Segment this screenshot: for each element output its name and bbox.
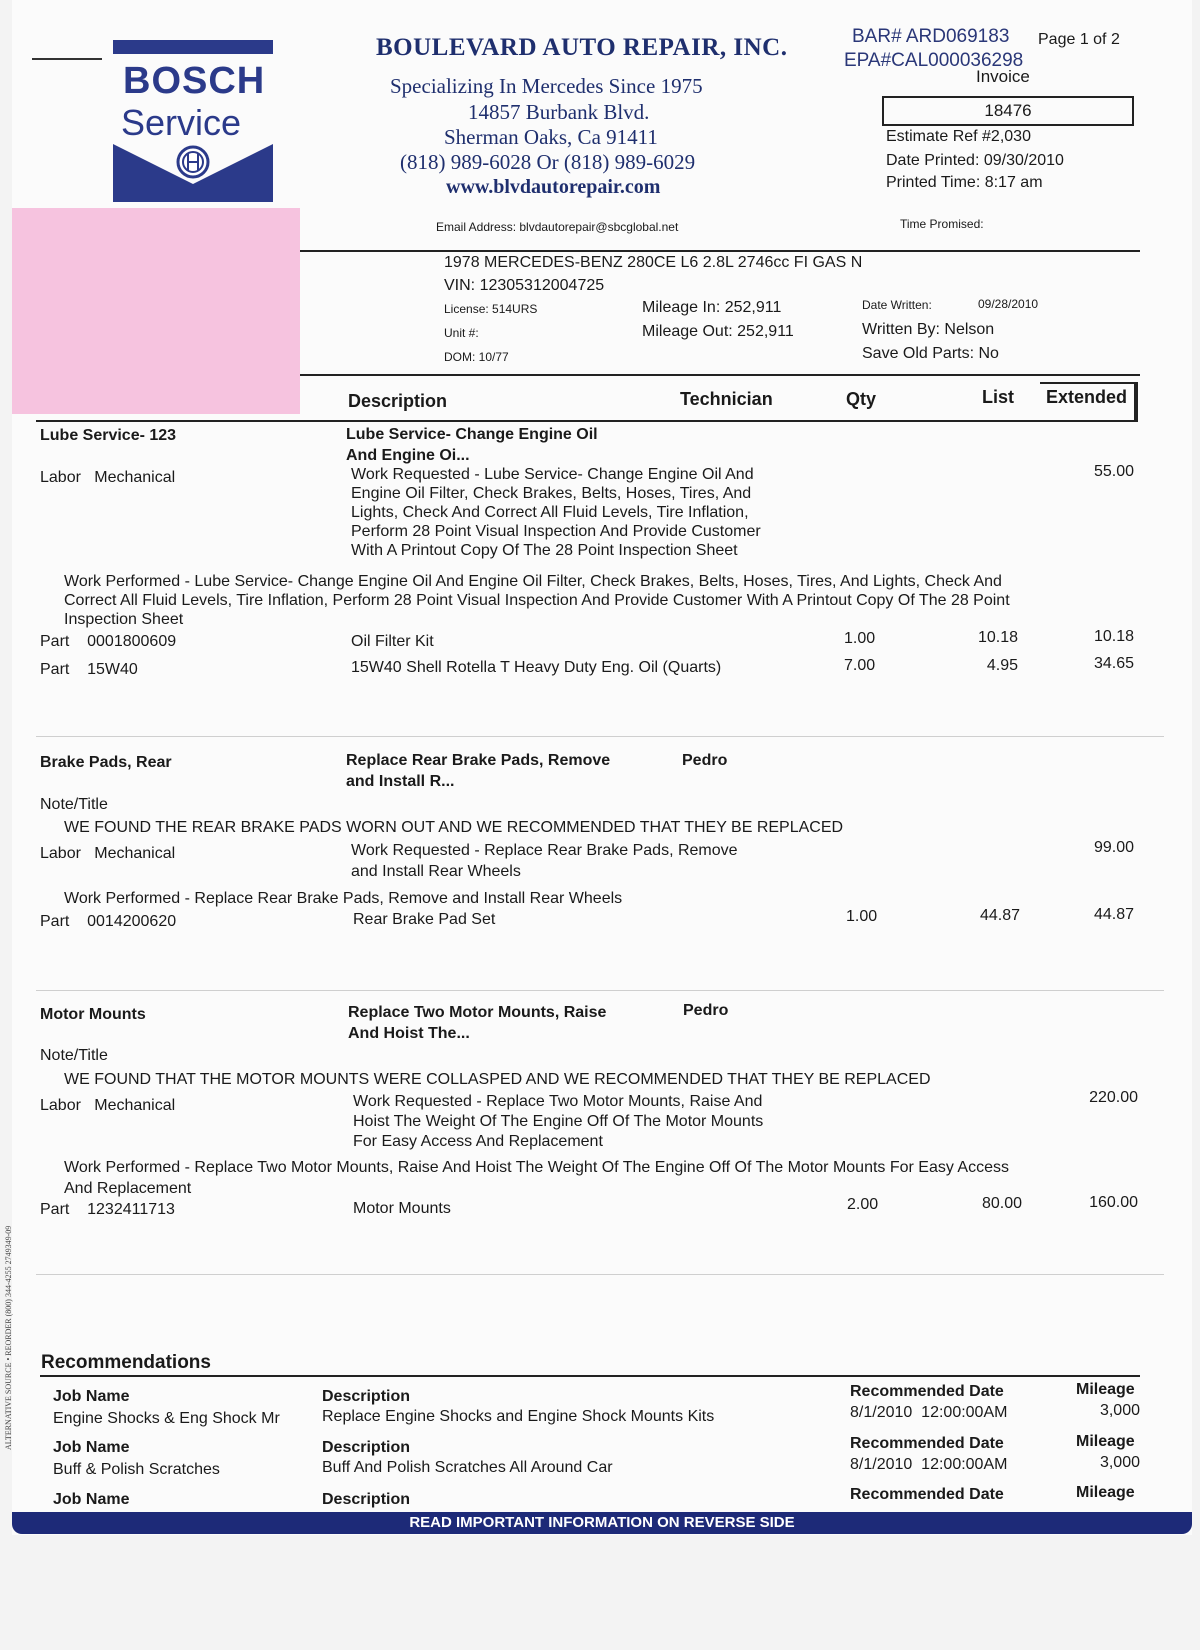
- logo-bosch-text: BOSCH: [123, 60, 266, 102]
- part-label: Part 0014200620: [40, 913, 177, 930]
- logo-left-rule: [32, 58, 102, 60]
- rec-job-label: Job Name: [53, 1439, 130, 1456]
- note-text: WE FOUND THAT THE MOTOR MOUNTS WERE COLLASPED AND WE RECOMMENDED THAT THEY BE REPLACED: [64, 1071, 931, 1088]
- invoice-label: Invoice: [976, 67, 1030, 86]
- website-link[interactable]: www.blvdautorepair.com: [446, 176, 661, 198]
- part-list: 10.18: [977, 629, 1018, 646]
- recommendations-title: Recommendations: [41, 1352, 211, 1373]
- bar-number: BAR# ARD069183: [852, 26, 1010, 47]
- date-written: 09/28/2010: [978, 297, 1039, 311]
- part-list: 4.95: [986, 657, 1018, 674]
- part-extended: 34.65: [1093, 655, 1134, 672]
- part-extended: 10.18: [1093, 628, 1134, 645]
- address-line1: 14857 Burbank Blvd.: [468, 100, 650, 124]
- work-performed-line: Work Performed - Replace Rear Brake Pads, Remove and Install Rear Wheels: [64, 890, 623, 907]
- part-label: Part 15W40: [40, 661, 138, 678]
- part-desc: 15W40 Shell Rotella T Heavy Duty Eng. Oil (Quarts): [351, 659, 722, 676]
- labor-text-line: Work Requested - Replace Rear Brake Pads, Remove: [351, 842, 738, 859]
- logo-service-text: Service: [121, 102, 242, 143]
- job-title-line2: And Engine Oi...: [346, 447, 470, 464]
- labor-text-line: Engine Oil Filter, Check Brakes, Belts, Hoses, Tires, And: [351, 485, 752, 502]
- part-qty: 1.00: [846, 908, 878, 925]
- email-address: Email Address: blvdautorepair@sbcglobal.net: [436, 220, 679, 234]
- rec-mileage-label: Mileage: [1076, 1433, 1135, 1450]
- save-old-parts: Save Old Parts: No: [862, 345, 999, 362]
- work-performed-line: And Replacement: [64, 1180, 192, 1197]
- footer-banner: READ IMPORTANT INFORMATION ON REVERSE SIDE: [12, 1512, 1192, 1534]
- rec-desc-label: Description: [322, 1491, 411, 1508]
- dom: DOM: 10/77: [444, 350, 509, 364]
- estimate-ref: Estimate Ref #2,030: [886, 128, 1031, 145]
- specialty: Specializing In Mercedes Since 1975: [390, 74, 703, 98]
- rec-job-label: Job Name: [53, 1388, 130, 1405]
- part-qty: 7.00: [844, 657, 876, 674]
- column-header-row: [36, 382, 1138, 422]
- address-line2: Sherman Oaks, Ca 91411: [444, 125, 658, 149]
- bosch-logo: [113, 40, 273, 202]
- page-indicator: Page 1 of 2: [1038, 31, 1120, 48]
- part-list: 80.00: [981, 1195, 1022, 1212]
- vehicle-desc: 1978 MERCEDES-BENZ 280CE L6 2.8L 2746cc FI GAS N: [444, 254, 863, 271]
- invoice-number: 18476: [984, 101, 1032, 120]
- labor-amount: 99.00: [1093, 839, 1134, 856]
- unit-number: Unit #:: [444, 326, 479, 340]
- note-label: Note/Title: [40, 1047, 108, 1064]
- labor-label: Labor Mechanical: [40, 469, 176, 486]
- labor-text-line: Work Requested - Replace Two Motor Mounts, Raise And: [353, 1093, 763, 1110]
- rec-mileage-label: Mileage: [1076, 1484, 1135, 1501]
- part-extended: 44.87: [1093, 906, 1134, 923]
- vehicle-rule: [300, 374, 1140, 376]
- job-title-line1: Lube Service- Change Engine Oil: [346, 426, 598, 443]
- labor-text-line: Perform 28 Point Visual Inspection And Provide Customer: [351, 523, 761, 540]
- printed-time: Printed Time: 8:17 am: [886, 174, 1043, 191]
- part-list: 44.87: [979, 907, 1020, 924]
- side-reorder-note: ALTERNATIVE SOURCE • REORDER (800) 344-4255 2749349-09: [4, 1225, 13, 1450]
- job-title-line2: And Hoist The...: [348, 1025, 470, 1042]
- rec-job: Engine Shocks & Eng Shock Mr: [53, 1410, 280, 1427]
- labor-text-line: Work Requested - Lube Service- Change Engine Oil And: [351, 466, 754, 483]
- part-desc: Oil Filter Kit: [351, 633, 434, 650]
- job-technician: Pedro: [683, 1002, 729, 1019]
- col-extended: Extended: [1046, 387, 1128, 407]
- note-text: WE FOUND THE REAR BRAKE PADS WORN OUT AND WE RECOMMENDED THAT THEY BE REPLACED: [64, 819, 844, 836]
- bosch-armature-icon: [113, 144, 273, 204]
- col-technician: Technician: [680, 389, 773, 409]
- phone-numbers: (818) 989-6028 Or (818) 989-6029: [400, 150, 696, 174]
- labor-amount: 220.00: [1089, 1089, 1138, 1106]
- work-performed-line: Inspection Sheet: [64, 611, 184, 628]
- job-name: Motor Mounts: [40, 1006, 146, 1023]
- mileage-out: Mileage Out: 252,911: [642, 323, 794, 340]
- column-header-right-border: [1134, 382, 1136, 420]
- labor-text-line: With A Printout Copy Of The 28 Point Inspection Sheet: [351, 542, 738, 559]
- time-promised: Time Promised:: [900, 217, 984, 231]
- recommendations-rule: [40, 1375, 1140, 1377]
- part-label: Part 0001800609: [40, 633, 177, 650]
- labor-text-line: Lights, Check And Correct All Fluid Levels, Tire Inflation,: [351, 504, 749, 521]
- job-title-line1: Replace Two Motor Mounts, Raise: [348, 1004, 607, 1021]
- job-title-line2: and Install R...: [346, 773, 455, 790]
- column-header-top-border: [1040, 382, 1136, 384]
- work-performed-line: Work Performed - Replace Two Motor Mounts, Raise And Hoist The Weight Of The Engine Off Of The Motor Mounts For Easy Access: [64, 1159, 1009, 1176]
- job-name: Lube Service- 123: [40, 427, 177, 444]
- labor-text-line: and Install Rear Wheels: [351, 863, 521, 880]
- company-name: BOULEVARD AUTO REPAIR, INC.: [376, 34, 788, 61]
- mileage-in: Mileage In: 252,911: [642, 299, 782, 316]
- part-extended: 160.00: [1089, 1194, 1138, 1211]
- rec-desc: Buff And Polish Scratches All Around Car: [322, 1459, 613, 1476]
- work-performed-line: Correct All Fluid Levels, Tire Inflation, Perform 28 Point Visual Inspection And Provide Customer With A Printout Copy Of The 28 Point: [64, 592, 1010, 609]
- rec-desc-label: Description: [322, 1439, 411, 1456]
- rec-desc: Replace Engine Shocks and Engine Shock Mounts Kits: [322, 1408, 715, 1425]
- header-rule: [300, 250, 1140, 252]
- labor-text-line: Hoist The Weight Of The Engine Off Of The Motor Mounts: [353, 1113, 764, 1130]
- rec-mileage-label: Mileage: [1076, 1381, 1135, 1398]
- rec-job-label: Job Name: [53, 1491, 130, 1508]
- job-title-line1: Replace Rear Brake Pads, Remove: [346, 752, 611, 769]
- epa-number: EPA#CAL000036298: [844, 50, 1024, 71]
- date-printed: Date Printed: 09/30/2010: [886, 152, 1064, 169]
- section-divider: [36, 1274, 1164, 1275]
- license: License: 514URS: [444, 302, 538, 316]
- rec-date: 8/1/2010 12:00:00AM: [850, 1404, 1008, 1421]
- part-desc: Motor Mounts: [353, 1200, 451, 1217]
- rec-desc-label: Description: [322, 1388, 411, 1405]
- invoice-number-box: [882, 96, 1134, 126]
- job-technician: Pedro: [682, 752, 728, 769]
- section-divider: [36, 990, 1164, 991]
- note-label: Note/Title: [40, 796, 108, 813]
- job-name: Brake Pads, Rear: [40, 754, 172, 771]
- work-performed-line: Work Performed - Lube Service- Change Engine Oil And Engine Oil Filter, Check Brakes, Belts, Hoses, Tires, And Lights, Check And: [64, 573, 1002, 590]
- section-divider: [36, 736, 1164, 737]
- labor-label: Labor Mechanical: [40, 845, 176, 862]
- part-qty: 1.00: [844, 630, 876, 647]
- part-label: Part 1232411713: [40, 1201, 175, 1218]
- col-description: Description: [348, 391, 448, 411]
- date-written-label: Date Written:: [862, 298, 932, 312]
- labor-text-line: For Easy Access And Replacement: [353, 1133, 603, 1150]
- labor-label: Labor Mechanical: [40, 1097, 176, 1114]
- part-desc: Rear Brake Pad Set: [353, 911, 496, 928]
- labor-amount: 55.00: [1093, 463, 1134, 480]
- rec-date: 8/1/2010 12:00:00AM: [850, 1456, 1008, 1473]
- part-qty: 2.00: [847, 1196, 879, 1213]
- rec-mileage: 3,000: [1099, 1402, 1140, 1419]
- rec-job: Buff & Polish Scratches: [53, 1461, 220, 1478]
- rec-date-label: Recommended Date: [850, 1486, 1004, 1503]
- rec-date-label: Recommended Date: [850, 1435, 1004, 1452]
- col-qty: Qty: [846, 389, 877, 409]
- rec-mileage: 3,000: [1099, 1454, 1140, 1471]
- rec-date-label: Recommended Date: [850, 1383, 1004, 1400]
- vehicle-vin: VIN: 12305312004725: [444, 277, 605, 294]
- written-by: Written By: Nelson: [862, 321, 995, 338]
- col-list: List: [982, 387, 1015, 407]
